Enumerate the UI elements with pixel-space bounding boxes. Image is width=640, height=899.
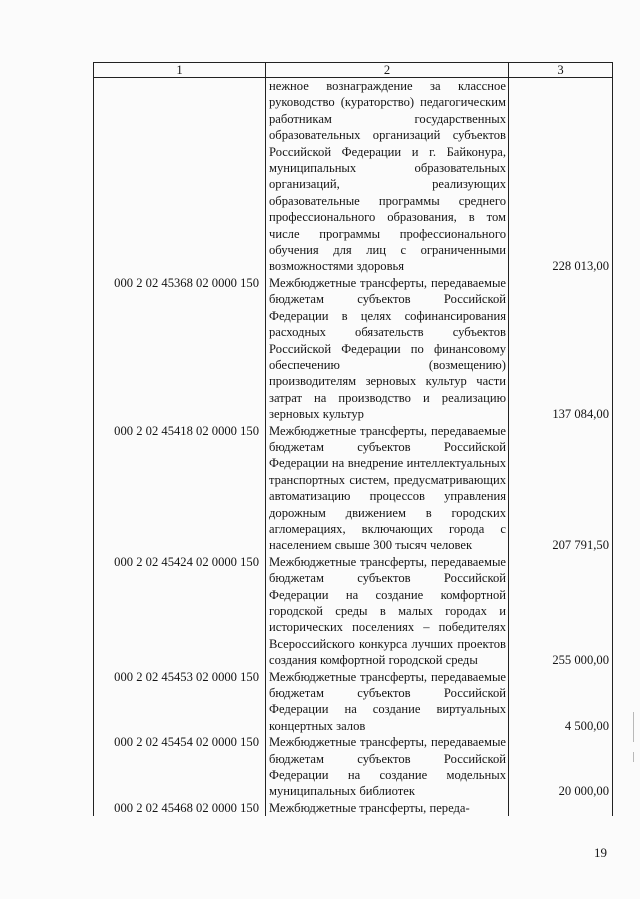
row-amount bbox=[509, 800, 613, 816]
row-name: Межбюджетные трансферты, передаваемые бюджетам субъектов Российской Федерации на создание комфортной городской среды в малых городах и исторических поселениях – победителях Всероссийского конкурса лучших проектов создания комфортной городской среды bbox=[266, 554, 509, 669]
row-code: 000 2 02 45454 02 0000 150 bbox=[94, 734, 266, 800]
page-number: 19 bbox=[594, 845, 607, 860]
column-header-code: 1 bbox=[94, 63, 266, 78]
row-code bbox=[94, 78, 266, 275]
row-amount: 20 000,00 bbox=[509, 734, 613, 800]
scan-margin-mark bbox=[633, 752, 634, 762]
column-header-name: 2 bbox=[266, 63, 509, 78]
table-row bbox=[94, 669, 613, 735]
row-code: 000 2 02 45453 02 0000 150 bbox=[94, 669, 266, 735]
row-code: 000 2 02 45368 02 0000 150 bbox=[94, 275, 266, 423]
row-amount: 137 084,00 bbox=[509, 275, 613, 423]
row-name: Межбюджетные трансферты, передаваемые бюджетам субъектов Российской Федерации на внедрение интеллектуальных транспортных систем, предусматривающих автоматизацию процессов управления дорожным движением в городских агломерациях, включающих города с населением свыше 300 тысяч человек bbox=[266, 423, 509, 554]
table-header-row bbox=[94, 63, 613, 78]
table-row bbox=[94, 800, 613, 816]
row-amount: 255 000,00 bbox=[509, 554, 613, 669]
row-name: Межбюджетные трансферты, передаваемые бюджетам субъектов Российской Федерации на создание модельных муниципальных библиотек bbox=[266, 734, 509, 800]
row-name: Межбюджетные трансферты, передаваемые бюджетам субъектов Российской Федерации в целях софинансирования расходных обязательств субъектов Российской Федерации по финансовому обеспечению (возмещению) производителям зерновых культур части затрат на производство и реализацию зерновых культур bbox=[266, 275, 509, 423]
row-code: 000 2 02 45468 02 0000 150 bbox=[94, 800, 266, 816]
column-header-amount: 3 bbox=[509, 63, 613, 78]
row-name: Межбюджетные трансферты, передаваемые бюджетам субъектов Российской Федерации на создание виртуальных концертных залов bbox=[266, 669, 509, 735]
budget-table bbox=[93, 62, 613, 816]
row-code: 000 2 02 45424 02 0000 150 bbox=[94, 554, 266, 669]
row-name: нежное вознаграждение за классное руководство (кураторство) педагогическим работникам государственных образовательных организаций субъектов Российской Федерации и г. Байконура, муниципальных образовательных организаций, реализующих образовательные программы среднего профессионального образования, в том числе программы профессионального обучения для лиц с ограниченными возможностями здоровья bbox=[266, 78, 509, 275]
row-code: 000 2 02 45418 02 0000 150 bbox=[94, 423, 266, 554]
table-row bbox=[94, 734, 613, 800]
table-row bbox=[94, 78, 613, 275]
row-name: Межбюджетные трансферты, переда- bbox=[266, 800, 509, 816]
table-row bbox=[94, 423, 613, 554]
row-amount: 228 013,00 bbox=[509, 78, 613, 275]
table-row bbox=[94, 275, 613, 423]
row-amount: 207 791,50 bbox=[509, 423, 613, 554]
scan-margin-mark bbox=[633, 712, 634, 742]
table-row bbox=[94, 554, 613, 669]
row-amount: 4 500,00 bbox=[509, 669, 613, 735]
